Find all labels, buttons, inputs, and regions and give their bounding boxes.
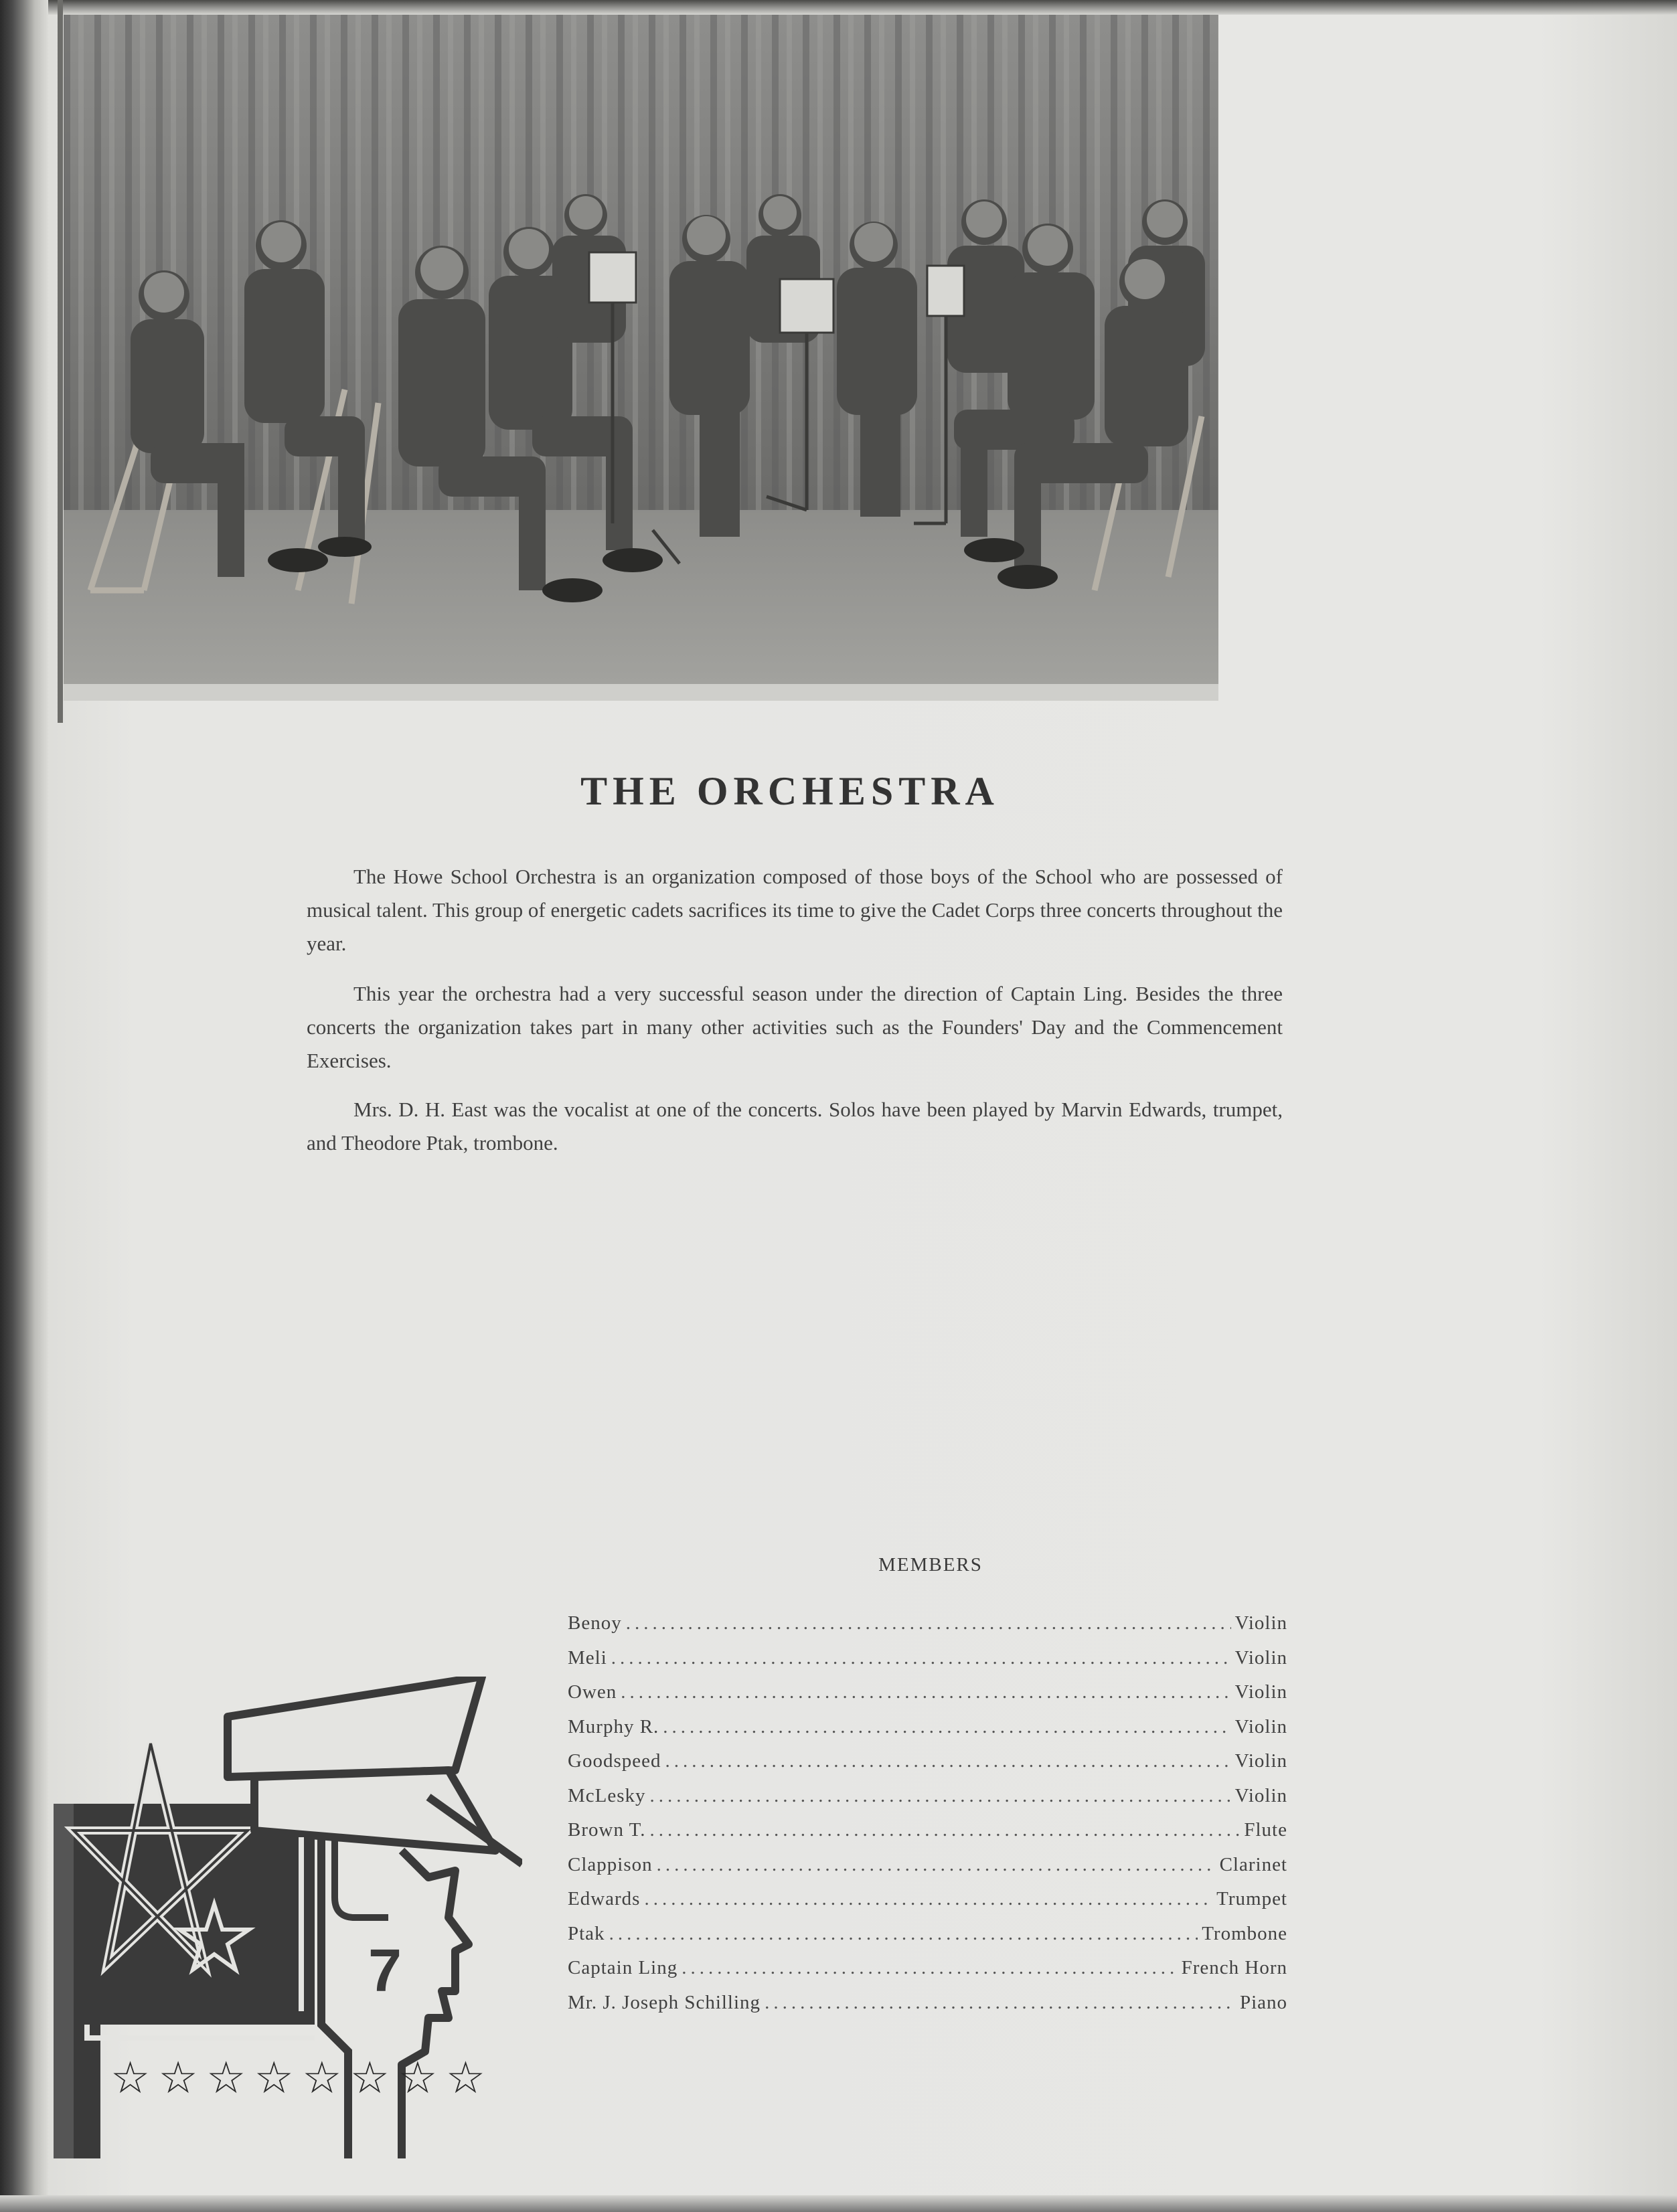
page-title: THE ORCHESTRA [580, 769, 1000, 813]
spine-line [58, 0, 63, 723]
member-row [568, 1779, 1287, 1814]
leader-dots [649, 1813, 1240, 1848]
page-top-edge [0, 0, 1677, 15]
member-row [568, 1744, 1287, 1779]
member-row [568, 1710, 1287, 1745]
members-heading: MEMBERS [878, 1554, 983, 1576]
star-icon: ☆ [302, 2052, 342, 2104]
member-instrument: Violin [1234, 1750, 1287, 1772]
leader-dots [665, 1744, 1230, 1779]
leader-dots [650, 1779, 1231, 1814]
season-paragraph: This year the orchestra had a very successful season under the direction of Captain Ling. Besides the three concerts the organization takes part in many other activities such as the Founders' Day and the Commencement Exercises. [307, 982, 1283, 1072]
star-icon: ☆ [158, 2052, 198, 2104]
intro-paragraph: The Howe School Orchestra is an organization composed of those boys of the School who are possessed of musical talent. This group of energetic cadets sacrifices its time to give the Cadet Corps three concerts throughout the year. [307, 865, 1283, 955]
member-instrument: Trombone [1202, 1922, 1287, 1944]
page-bottom-edge [0, 2195, 1677, 2212]
star-icon: ☆ [398, 2052, 438, 2104]
leader-dots [663, 1710, 1230, 1745]
star-icon: ☆ [349, 2052, 390, 2104]
soloists-paragraph: Mrs. D. H. East was the vocalist at one of the concerts. Solos have been played by Marvin Edwards, trumpet, and Theodore Ptak, trombone. [307, 1098, 1283, 1155]
member-row [568, 1951, 1287, 1986]
member-name: Clappison [568, 1853, 653, 1875]
book-spine [0, 0, 48, 2212]
member-name: Mr. J. Joseph Schilling [568, 1991, 761, 2013]
orchestra-group-photo [64, 15, 1218, 701]
leader-dots [765, 1986, 1236, 2021]
member-instrument: Violin [1234, 1715, 1287, 1737]
member-instrument: Piano [1239, 1991, 1287, 2013]
leader-dots [609, 1917, 1198, 1952]
member-name: Meli [568, 1646, 607, 1669]
member-name: Captain Ling [568, 1957, 678, 1978]
member-name: Benoy [568, 1612, 622, 1634]
member-row [568, 1986, 1287, 2021]
member-name: Murphy R. [568, 1715, 659, 1737]
leader-dots [621, 1675, 1230, 1710]
member-row [568, 1813, 1287, 1848]
member-instrument: Clarinet [1219, 1853, 1287, 1875]
member-name: Ptak [568, 1922, 605, 1944]
member-row [568, 1675, 1287, 1710]
star-row [110, 2052, 485, 2104]
leader-dots [626, 1606, 1231, 1641]
members-list [568, 1606, 1287, 2020]
member-row [568, 1641, 1287, 1676]
member-name: Edwards [568, 1888, 641, 1909]
member-row [568, 1606, 1287, 1641]
member-row [568, 1917, 1287, 1952]
member-instrument: Flute [1244, 1819, 1287, 1841]
star-icon: ☆ [445, 2052, 485, 2104]
member-instrument: Violin [1234, 1681, 1287, 1703]
member-name: Brown T. [568, 1819, 646, 1841]
member-instrument: Violin [1234, 1612, 1287, 1634]
leader-dots [644, 1882, 1212, 1917]
leader-dots [611, 1641, 1231, 1676]
member-name: Owen [568, 1681, 617, 1703]
member-instrument: Trumpet [1216, 1888, 1287, 1909]
star-icon: ☆ [206, 2052, 246, 2104]
member-instrument: Violin [1234, 1646, 1287, 1669]
member-name: Goodspeed [568, 1750, 661, 1772]
member-row [568, 1882, 1287, 1917]
leader-dots [657, 1848, 1216, 1883]
member-instrument: French Horn [1181, 1957, 1287, 1978]
member-row [568, 1848, 1287, 1883]
emblem-number: 7 [368, 1938, 402, 2005]
member-instrument: Violin [1234, 1784, 1287, 1806]
star-icon: ☆ [110, 2052, 151, 2104]
leader-dots [682, 1951, 1177, 1986]
star-icon: ☆ [254, 2052, 294, 2104]
member-name: McLesky [568, 1784, 646, 1806]
